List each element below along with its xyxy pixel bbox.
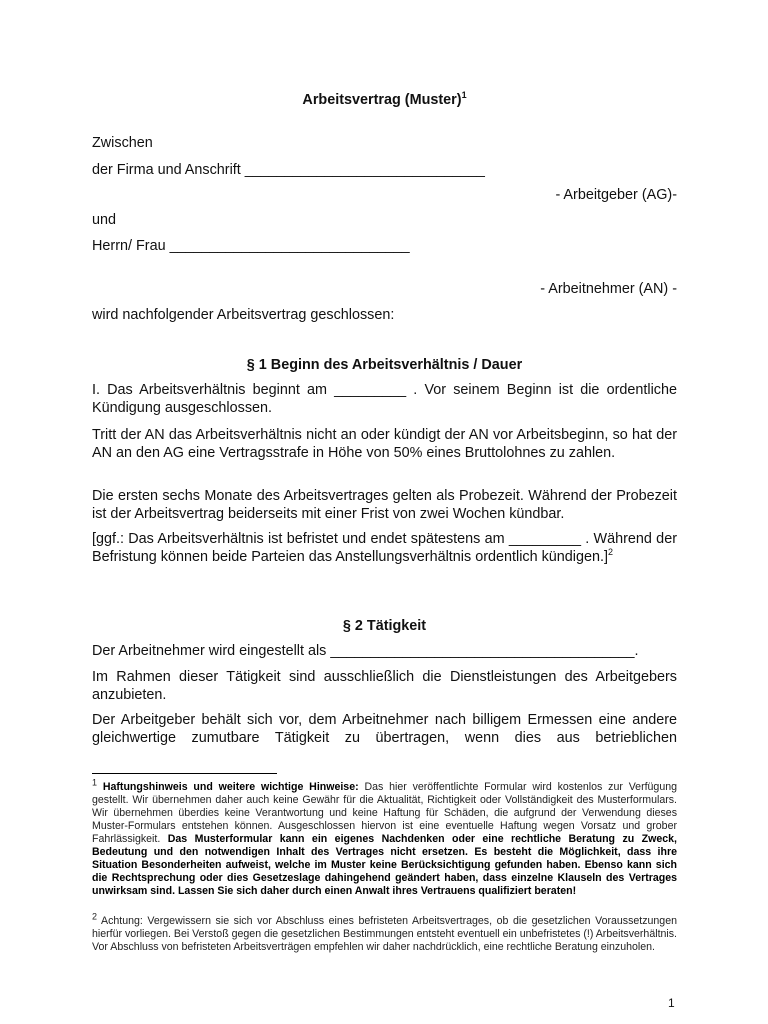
page-number: 1 — [668, 996, 675, 1010]
paragraph: [ggf.: Das Arbeitsverhältnis ist befristet und endet spätestens am _________ . Während der Befristung können beide Parteien das Anstellungsverhältnis ordentlich kündigen.]$^2$ — [92, 531, 677, 565]
paragraph: Im Rahmen dieser Tätigkeit sind ausschließlich die Dienstleistungen des Arbeitgebers anzubieten. — [92, 669, 677, 703]
und: und — [92, 212, 117, 228]
footnote-ref: 2 — [608, 547, 614, 558]
footnote-2: $^2$ Achtung: Vergewissern sie sich vor Abschluss eines befristeten Arbeitsvertrages, ob die gesetzlichen Voraussetzungen hierfür vorliegen. Bei Verstoß gegen die gesetzlichen Bestimmungen entsteht eventuell ein unbefristetes (!) Arbeitsverhältnis. Vor Abschluss von befristeten Arbeitsverträgen empfehlen wir daher nachdrücklich, eine rechtliche Beratung einzuholen. — [92, 911, 677, 953]
section-2-heading: § 2 Tätigkeit — [342, 618, 427, 634]
employer-line: der Firma und Anschrift ______________________________ — [92, 162, 485, 178]
paragraph: Der Arbeitgeber behält sich vor, dem Arbeitnehmer nach billigem Ermessen eine andere gleichwertige zumutbare Tätigkeit zu übertragen, wenn dies aus betrieblichen — [92, 712, 677, 746]
footnote-ref: 1 — [461, 90, 467, 101]
paragraph: Tritt der AN das Arbeitsverhältnis nicht an oder kündigt der AN vor Arbeitsbeginn, so hat der AN an den AG eine Vertragsstrafe in Höhe von 50% eines Bruttolohnes zu zahlen. — [92, 427, 677, 461]
paragraph: I. Das Arbeitsverhältnis beginnt am _________ . Vor seinem Beginn ist die ordentliche Kündigung ausgeschlossen. — [92, 382, 677, 416]
footnote-1: $^1$ Haftungshinweis und weitere wichtige Hinweise: Das hier veröffentlichte Formular wird kostenlos zur Verfügung gestellt. Wir übernehmen daher auch keine Gewähr für die Aktualität, Richtigkeit oder Vollständigkeit des Musterformulars. Wir übernehmen überdies keine Verantwortung und keine Haftung für Schäden, die aufgrund der Verwendung dieses Muster-Formulars entstehen können. Ausgeschlossen hiervon ist eine eventuelle Haftung wegen Vorsatz und grober Fahrlässigkeit. Das Musterformular kann ein eigenes Nachdenken oder eine rechtliche Beratung zu Zweck, Bedeutung und den notwendigen Inhalt des Vertrages nicht ersetzen. Es besteht die Möglichkeit, dass ihre Situation Besonderheiten aufweist, welche im Muster keine Berücksichtigung gefunden haben. Ebenso kann sich die Rechtsprechung oder dies Gesetzeslage dahingehend geändert haben, dass einzelne Klauseln des Vertrages unwirksam sind. Lassen Sie sich daher durch einen Anwalt ihres Vertrauens qualifiziert beraten! — [92, 777, 677, 897]
employee-label: - Arbeitnehmer (AN) - — [540, 281, 677, 297]
paragraph: Die ersten sechs Monate des Arbeitsvertrages gelten als Probezeit. Während der Probezeit ist der Arbeitsvertrag beiderseits mit einer Frist von zwei Wochen kündbar. — [92, 488, 677, 522]
employee-line: Herrn/ Frau ______________________________ — [92, 238, 410, 254]
document-title: Arbeitsvertrag (Muster)$^1$ — [302, 90, 467, 108]
paragraph: Der Arbeitnehmer wird eingestellt als ______________________________________. — [92, 643, 639, 659]
intro-sentence: wird nachfolgender Arbeitsvertrag geschlossen: — [92, 307, 395, 323]
footnote-divider — [92, 773, 277, 774]
section-1-heading: § 1 Beginn des Arbeitsverhältnis / Dauer — [246, 357, 523, 373]
zwischen: Zwischen — [92, 135, 153, 151]
employer-label: - Arbeitgeber (AG)- — [555, 187, 677, 203]
